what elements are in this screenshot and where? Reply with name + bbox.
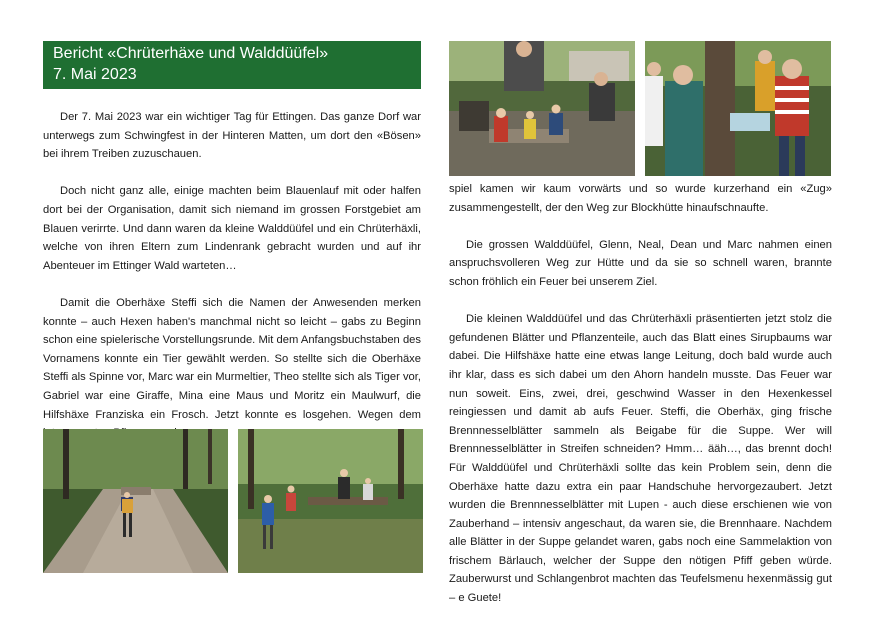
photo-forest-path: [43, 429, 228, 573]
paragraph: Doch nicht ganz alle, einige machten beim Blauenlauf mit oder halfen dort bei der Organisation, damit sich niemand im grossen Forstgebiet am Blauen verirrte. Und dann waren da kleine Walddüüfel und ein Chrüterhäxli, welche von ihren Eltern zum Lindenrank gebracht wurden und auf ihr Abenteuer im Ettinger Wald warteten…: [43, 185, 421, 272]
paragraph: Der 7. Mai 2023 war ein wichtiger Tag für Ettingen. Das ganze Dorf war unterwegs zum Schwingfest in der Hinteren Matten, um dort den «Bösen» bei ihrem Treiben zuzuschauen.: [43, 111, 421, 161]
paragraph: Damit die Oberhäxe Steffi sich die Namen der Anwesenden merken konnte – auch Hexen haben's manchmal nicht so leicht – gabs zu Beginn schon eine spielerische Vorstellungsrunde. Mit dem Anfangsbuchstaben des Vornamens konnte ein Tier gewählt werden. So stellte sich die Oberhäxe Steffi als Spinne vor, Marc war ein Murmeltier, Theo stellte sich als Tiger vor, Gabriel war eine Giraffe, Mina eine Maus und Moritz ein Maulwurf, die Hilfshäxe Franziska ein Frosch. Jetzt konnte es losgehen. Wegen dem: [43, 296, 421, 421]
photo-children-group: [238, 429, 423, 573]
article-title: Bericht «Chrüterhäxe und Walddüüfel»: [53, 45, 329, 62]
right-text-column: [449, 180, 832, 626]
article-date: 7. Mai 2023: [53, 66, 137, 83]
photo-fire-gathering: [449, 41, 635, 176]
paragraph: spiel kamen wir kaum vorwärts und so wurde kurzerhand ein «Zug» zusammengestellt, der den Weg zur Blockhütte hinaufschnaufte.: [449, 183, 832, 214]
left-text-column: [43, 108, 421, 461]
paragraph: Die kleinen Walddüüfel und das Chrüterhäxli präsentierten jetzt stolz die gefundenen Blätter und Pflanzenteile, auch das Blatt eines Sirupbaums war dabei. Die Hilfshäxe hatte eine etwas lange Leitung, doch bald wurde auch ihr klar, dass es sich dabei um den Ahorn handeln musste. Das Feuer war nun soweit. Eins, zwei, drei, geschwind Wasser in den Hexenkessel reingiessen und damit ab aufs Feuer. Steffi, die Oberhäx, ging frische Brennnesselblätter sammeln als Beigabe für die Suppe. Wer will Brennnesselblätter in Streifen schneiden? Hmm… ääh…, das brennt doch! Für Walddüüfel und Chrüterhäxli sollte das kein Problem sein, denn die Oberhäxe hatte dazu extra ein paar Handschuhe hervorgezaubert. Jetzt wurden die Brennnesselblätter mit Lupen - auch diese erschienen wie von Zauberhand – intensiv angeschaut, da waren sie, die Brennhaare. Nachdem alle Blätter in der Suppe gelandet waren, gabs noch eine Sammelaktion von frischem Bärlauch, welcher der Suppe den nötigen Pfiff geben würde. Zauberwurst und Schlangenbrot machten das Teufelsmenu hexenmässig gut – e Guete!: [449, 313, 832, 605]
article-title-box: [43, 41, 421, 89]
photo-children-leaves: [645, 41, 831, 176]
paragraph: Die grossen Walddüüfel, Glenn, Neal, Dean und Marc nahmen einen anspruchsvolleren Weg zur Hütte und da sie so schnell waren, brannte schon fröhlich ein Feuer bei unserem Ziel.: [449, 238, 832, 288]
